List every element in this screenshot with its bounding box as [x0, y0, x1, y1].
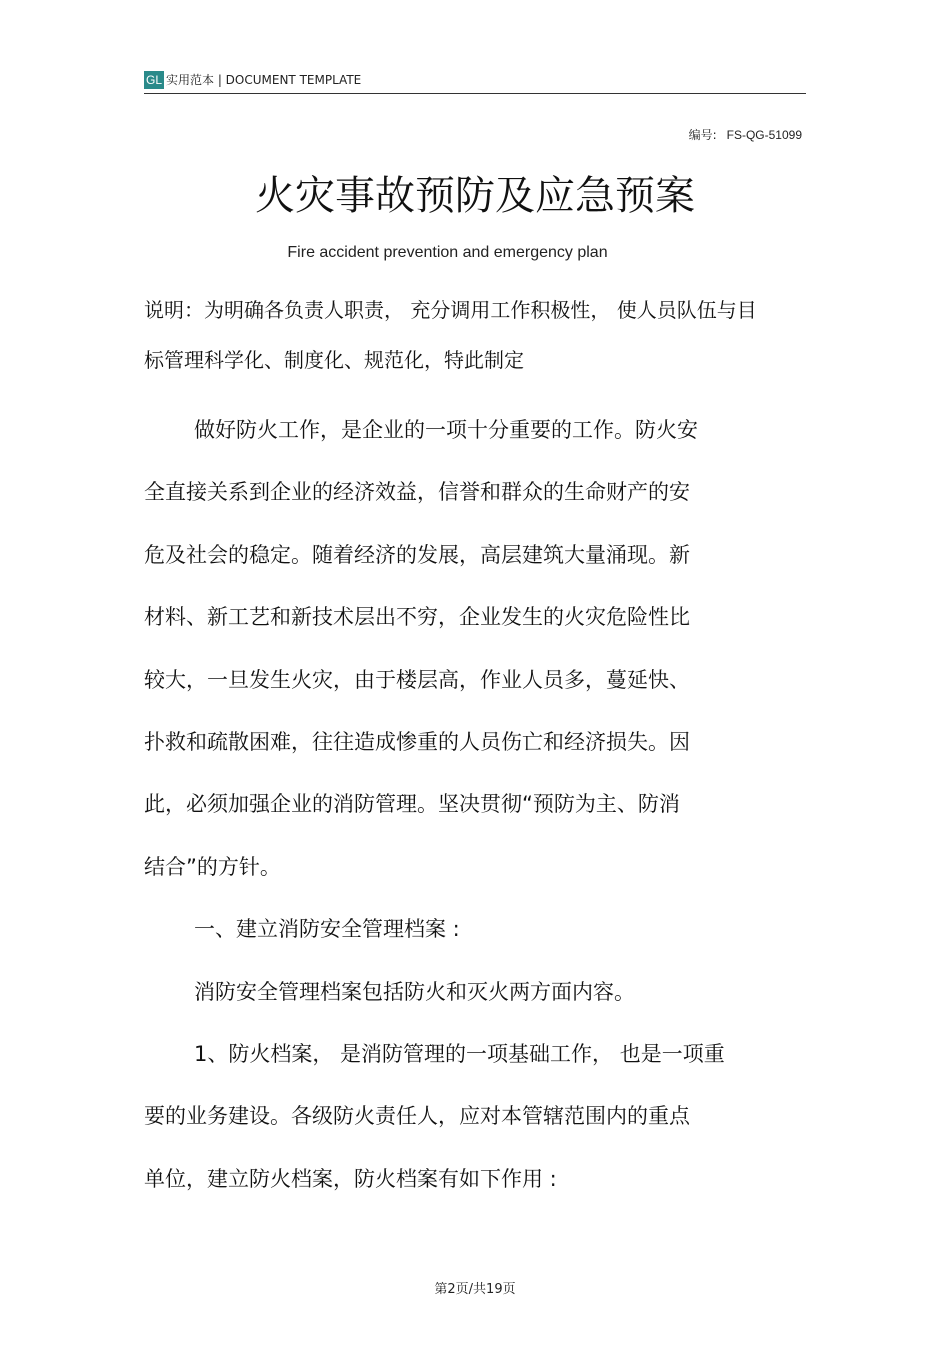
document-number	[689, 126, 802, 143]
page-title: 火灾事故预防及应急预案	[255, 173, 695, 219]
body-line: 扑救和疏散困难，往往造成惨重的人员伤亡和经济损失。因	[144, 729, 690, 754]
page-number: 第2页/共19页	[434, 1282, 516, 1297]
header-label: 实用范本 | DOCUMENT TEMPLATE	[166, 73, 362, 87]
body-line: 此，必须加强企业的消防管理。坚决贯彻“预防为主、防消	[144, 792, 680, 817]
body-line: 危及社会的稳定。随着经济的发展，高层建筑大量涌现。新	[144, 542, 690, 567]
body-text	[144, 404, 806, 1215]
body-line: 要的业务建设。各级防火责任人，应对本管辖范围内的重点	[144, 1104, 690, 1129]
body-line: 单位，建立防火档案，防火档案有如下作用 :	[144, 1166, 557, 1191]
body-line: 做好防火工作，是企业的一项十分重要的工作。防火安	[194, 418, 698, 442]
document-number-value: FS-QG-51099	[726, 128, 802, 142]
intro-line-1: 说明：为明确各负责人职责， 充分调用工作积极性， 使人员队伍与目	[144, 298, 757, 322]
body-line: 较大，一旦发生火灾，由于楼层高，作业人员多，蔓延快、	[144, 667, 690, 692]
document-number-label: 编号:	[688, 128, 717, 142]
body-line: 1、防火档案， 是消防管理的一项基础工作， 也是一项重	[194, 1041, 725, 1066]
page-subtitle: Fire accident prevention and emergency plan	[287, 244, 608, 261]
body-line: 全直接关系到企业的经济效益，信誉和群众的生命财产的安	[144, 480, 690, 505]
gl-logo: GL	[145, 73, 162, 87]
document-header	[144, 68, 806, 94]
intro-line-2: 标管理科学化、制度化、规范化，特此制定	[144, 348, 524, 372]
body-line: 材料、新工艺和新技术层出不穷，企业发生的火灾危险性比	[144, 605, 690, 630]
body-line: 结合”的方针。	[144, 854, 281, 879]
section-heading: 一、建立消防安全管理档案 :	[194, 917, 460, 942]
intro-note	[144, 285, 806, 385]
body-line: 消防安全管理档案包括防火和灭火两方面内容。	[194, 979, 635, 1004]
